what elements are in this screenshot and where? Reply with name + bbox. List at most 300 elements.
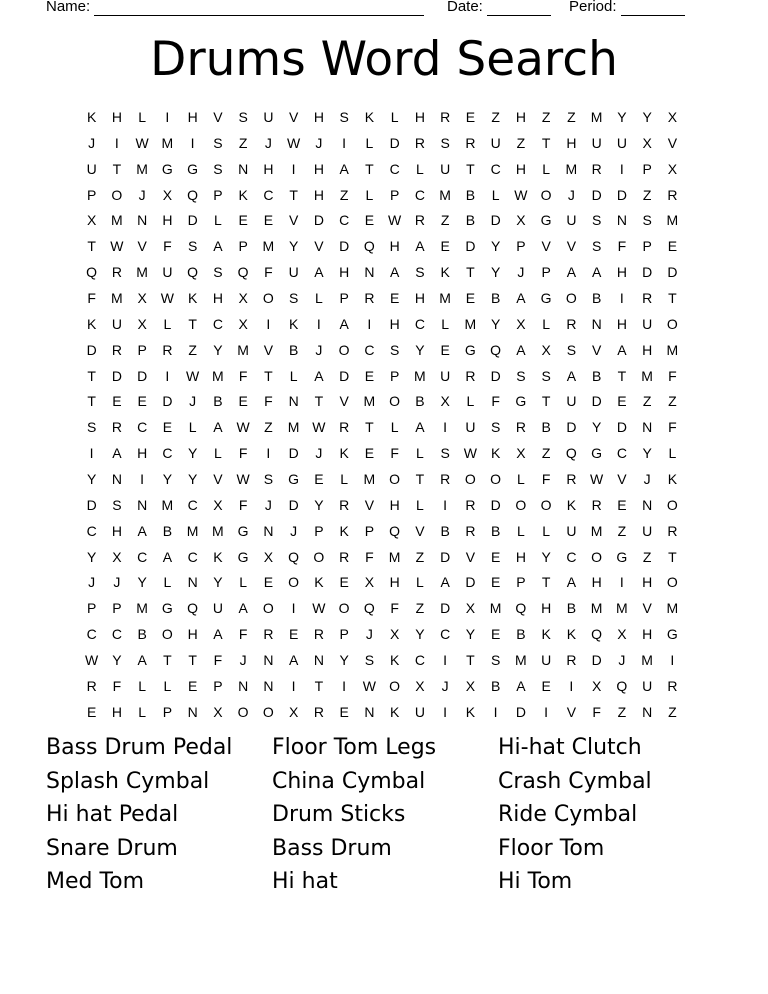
grid-letter: P: [86, 600, 97, 617]
grid-letter: Q: [490, 341, 502, 358]
grid-letter: V: [314, 238, 324, 255]
grid-letter: N: [187, 574, 198, 591]
grid-letter: C: [212, 315, 223, 332]
grid-letter: R: [440, 470, 451, 487]
grid-letter: N: [288, 393, 299, 410]
grid-letter: J: [441, 677, 449, 694]
grid-letter: Y: [339, 651, 349, 668]
grid-letter: E: [288, 626, 299, 643]
grid-letter: E: [112, 393, 122, 410]
grid-letter: S: [591, 212, 602, 229]
date-blank-line: [487, 1, 551, 16]
grid-letter: D: [642, 264, 653, 281]
grid-letter: Y: [137, 574, 147, 591]
grid-letter: V: [213, 108, 223, 125]
grid-letter: J: [189, 393, 197, 410]
grid-letter: T: [87, 393, 96, 410]
grid-letter: D: [339, 238, 350, 255]
grid-letter: D: [440, 600, 451, 617]
grid-letter: K: [86, 108, 97, 125]
grid-letter: E: [490, 626, 501, 643]
grid-letter: K: [389, 651, 400, 668]
grid-letter: V: [465, 548, 476, 565]
grid-letter: V: [591, 341, 602, 358]
grid-letter: U: [414, 703, 425, 720]
grid-letter: R: [162, 341, 173, 358]
grid-letter: W: [186, 367, 200, 384]
grid-letter: M: [515, 651, 527, 668]
grid-letter: H: [313, 160, 324, 177]
word-list-item: Floor Tom Legs: [272, 735, 437, 761]
grid-letter: K: [213, 548, 223, 565]
grid-letter: R: [591, 496, 602, 513]
grid-letter: V: [364, 496, 375, 513]
grid-letter: P: [516, 238, 526, 255]
grid-letter: D: [86, 496, 97, 513]
grid-letter: R: [642, 289, 653, 306]
grid-letter: H: [515, 160, 526, 177]
grid-letter: Y: [591, 419, 602, 436]
grid-letter: D: [288, 445, 299, 462]
grid-letter: S: [213, 134, 223, 151]
grid-letter: O: [666, 496, 678, 513]
word-list-item: Ride Cymbal: [498, 802, 638, 828]
grid-letter: W: [160, 289, 174, 306]
grid-letter: M: [439, 186, 451, 203]
grid-letter: Y: [187, 445, 198, 462]
grid-letter: R: [667, 186, 678, 203]
grid-letter: W: [362, 677, 376, 694]
grid-letter: Y: [465, 626, 476, 643]
grid-letter: A: [566, 574, 577, 591]
grid-letter: M: [363, 470, 376, 487]
grid-letter: Z: [642, 548, 652, 565]
grid-letter: A: [415, 238, 425, 255]
grid-letter: S: [213, 264, 223, 281]
grid-letter: N: [187, 703, 198, 720]
grid-letter: X: [364, 574, 375, 591]
grid-letter: E: [617, 496, 627, 513]
grid-letter: Y: [162, 470, 173, 487]
grid-letter: D: [490, 496, 501, 513]
grid-letter: S: [490, 419, 501, 436]
grid-letter: O: [288, 574, 300, 591]
grid-letter: L: [415, 445, 424, 462]
grid-letter: E: [440, 238, 450, 255]
grid-letter: Y: [490, 264, 501, 281]
grid-letter: I: [342, 134, 347, 151]
grid-letter: N: [591, 315, 602, 332]
grid-letter: A: [314, 367, 324, 384]
grid-letter: E: [541, 677, 551, 694]
grid-letter: M: [388, 548, 401, 565]
grid-letter: A: [617, 341, 627, 358]
grid-letter: O: [389, 677, 401, 694]
grid-letter: A: [339, 315, 349, 332]
grid-letter: T: [112, 160, 122, 177]
grid-letter: O: [313, 548, 325, 565]
date-label: Date:: [447, 0, 483, 15]
grid-letter: O: [565, 289, 577, 306]
grid-letter: X: [667, 160, 678, 177]
grid-letter: Y: [314, 496, 324, 513]
word-list-item: Bass Drum Pedal: [46, 735, 233, 761]
grid-letter: Y: [617, 108, 627, 125]
grid-letter: C: [440, 626, 451, 643]
grid-letter: H: [515, 548, 526, 565]
grid-letter: L: [163, 315, 172, 332]
grid-letter: H: [541, 600, 552, 617]
grid-letter: B: [213, 393, 223, 410]
grid-letter: I: [190, 134, 195, 151]
grid-letter: P: [339, 626, 349, 643]
grid-letter: X: [288, 703, 299, 720]
grid-letter: A: [314, 264, 324, 281]
grid-letter: A: [112, 445, 122, 462]
grid-letter: X: [541, 341, 551, 358]
grid-letter: D: [566, 419, 577, 436]
grid-letter: V: [617, 470, 627, 487]
grid-letter: X: [415, 677, 425, 694]
grid-letter: C: [339, 212, 350, 229]
grid-letter: D: [591, 393, 602, 410]
grid-letter: Y: [415, 626, 425, 643]
grid-letter: U: [263, 108, 274, 125]
grid-letter: M: [111, 289, 123, 306]
grid-letter: K: [86, 315, 97, 332]
grid-letter: R: [566, 651, 577, 668]
grid-letter: Y: [213, 574, 223, 591]
page-title: Drums Word Search: [150, 32, 618, 87]
grid-letter: J: [264, 496, 272, 513]
grid-letter: A: [288, 651, 299, 668]
grid-letter: S: [440, 134, 450, 151]
grid-letter: Z: [440, 212, 450, 229]
grid-letter: U: [212, 600, 223, 617]
grid-letter: P: [642, 160, 652, 177]
grid-letter: G: [540, 289, 552, 306]
grid-letter: G: [464, 341, 476, 358]
grid-letter: H: [111, 703, 122, 720]
grid-letter: T: [617, 367, 627, 384]
grid-letter: I: [342, 677, 347, 694]
grid-letter: F: [491, 393, 500, 410]
grid-letter: K: [364, 108, 375, 125]
grid-letter: L: [441, 315, 450, 332]
grid-letter: M: [641, 367, 653, 384]
grid-letter: J: [138, 186, 146, 203]
grid-letter: P: [86, 186, 97, 203]
grid-letter: R: [515, 419, 526, 436]
grid-letter: N: [364, 703, 375, 720]
grid-letter: X: [465, 600, 476, 617]
grid-letter: M: [616, 600, 628, 617]
grid-letter: H: [212, 289, 223, 306]
grid-letter: K: [490, 445, 501, 462]
grid-letter: S: [339, 108, 349, 125]
grid-letter: Z: [642, 393, 652, 410]
grid-letter: P: [238, 238, 248, 255]
grid-letter: W: [514, 186, 528, 203]
grid-letter: K: [339, 522, 349, 539]
grid-letter: D: [389, 134, 400, 151]
grid-letter: B: [566, 600, 577, 617]
grid-letter: D: [515, 703, 526, 720]
grid-letter: J: [239, 651, 247, 668]
word-list-item: Floor Tom: [498, 835, 605, 861]
grid-letter: D: [591, 651, 602, 668]
word-list-item: China Cymbal: [272, 768, 426, 794]
grid-letter: M: [287, 419, 300, 436]
word-list-item: Hi hat Pedal: [46, 802, 179, 828]
grid-letter: Z: [264, 419, 273, 436]
grid-letter: D: [490, 367, 501, 384]
grid-letter: R: [414, 134, 425, 151]
grid-letter: M: [565, 160, 578, 177]
grid-letter: A: [516, 289, 526, 306]
grid-letter: B: [490, 677, 501, 694]
grid-letter: U: [86, 160, 97, 177]
grid-letter: X: [213, 703, 223, 720]
grid-letter: W: [388, 212, 402, 229]
grid-letter: P: [213, 677, 223, 694]
grid-letter: N: [137, 212, 148, 229]
grid-letter: R: [566, 470, 577, 487]
grid-letter: O: [666, 574, 678, 591]
grid-letter: F: [541, 470, 551, 487]
grid-letter: K: [440, 264, 450, 281]
grid-letter: T: [87, 238, 96, 255]
grid-letter: K: [566, 626, 577, 643]
grid-letter: C: [187, 496, 198, 513]
grid-letter: X: [516, 212, 526, 229]
grid-letter: L: [491, 186, 500, 203]
grid-letter: L: [415, 160, 424, 177]
grid-letter: A: [339, 160, 349, 177]
grid-letter: G: [161, 160, 173, 177]
grid-letter: R: [465, 134, 476, 151]
grid-letter: R: [465, 496, 476, 513]
grid-letter: L: [390, 108, 399, 125]
grid-letter: L: [289, 367, 298, 384]
grid-letter: P: [364, 522, 375, 539]
grid-letter: H: [162, 212, 173, 229]
grid-letter: R: [465, 522, 476, 539]
grid-letter: I: [165, 367, 170, 384]
grid-letter: B: [288, 341, 299, 358]
grid-letter: B: [591, 289, 602, 306]
grid-letter: P: [642, 238, 652, 255]
grid-letter: Y: [86, 470, 97, 487]
grid-letter: F: [112, 677, 122, 694]
grid-letter: R: [339, 548, 350, 565]
grid-letter: P: [112, 600, 122, 617]
grid-letter: T: [668, 548, 677, 565]
grid-letter: S: [591, 238, 602, 255]
grid-letter: X: [112, 548, 122, 565]
grid-letter: L: [466, 393, 475, 410]
grid-letter: F: [213, 651, 223, 668]
grid-letter: R: [111, 341, 122, 358]
grid-letter: X: [162, 186, 173, 203]
grid-letter: Y: [112, 651, 122, 668]
grid-letter: O: [262, 703, 274, 720]
grid-letter: F: [87, 289, 96, 306]
grid-letter: I: [569, 677, 574, 694]
grid-letter: U: [162, 264, 173, 281]
grid-letter: T: [314, 393, 324, 410]
grid-letter: P: [339, 289, 349, 306]
grid-letter: R: [667, 522, 678, 539]
grid-letter: W: [287, 134, 301, 151]
grid-letter: I: [316, 315, 321, 332]
grid-letter: F: [238, 496, 248, 513]
grid-letter: I: [291, 600, 296, 617]
grid-letter: Z: [491, 108, 500, 125]
grid-letter: A: [516, 341, 526, 358]
grid-letter: Q: [86, 264, 98, 281]
grid-letter: E: [364, 212, 375, 229]
grid-letter: R: [86, 677, 97, 694]
word-list-item: Med Tom: [46, 869, 145, 895]
name-blank-line: [94, 1, 424, 16]
grid-letter: N: [616, 212, 627, 229]
grid-letter: M: [464, 315, 477, 332]
grid-letter: H: [414, 289, 425, 306]
grid-letter: L: [138, 108, 147, 125]
grid-letter: T: [264, 367, 273, 384]
grid-letter: P: [389, 186, 400, 203]
grid-letter: E: [364, 367, 375, 384]
grid-letter: L: [239, 574, 248, 591]
grid-letter: U: [591, 134, 602, 151]
grid-letter: L: [213, 212, 222, 229]
grid-letter: D: [162, 393, 173, 410]
grid-letter: E: [339, 703, 349, 720]
grid-letter: L: [415, 496, 424, 513]
grid-letter: X: [465, 677, 476, 694]
grid-letter: H: [313, 108, 324, 125]
grid-letter: C: [187, 548, 198, 565]
grid-letter: K: [667, 470, 678, 487]
grid-letter: E: [238, 393, 248, 410]
grid-letter: E: [490, 574, 501, 591]
grid-letter: Z: [339, 186, 349, 203]
grid-letter: T: [188, 651, 197, 668]
grid-letter: T: [541, 574, 551, 591]
grid-letter: O: [389, 393, 401, 410]
grid-letter: Q: [288, 548, 300, 565]
grid-letter: M: [136, 160, 148, 177]
grid-letter: E: [162, 419, 173, 436]
grid-letter: I: [619, 574, 624, 591]
grid-letter: F: [238, 626, 248, 643]
grid-letter: T: [188, 315, 197, 332]
grid-letter: V: [642, 600, 652, 617]
grid-letter: R: [667, 677, 678, 694]
grid-letter: R: [339, 419, 350, 436]
grid-letter: R: [364, 289, 375, 306]
grid-letter: Z: [541, 108, 551, 125]
grid-letter: T: [541, 393, 551, 410]
grid-letter: L: [163, 574, 172, 591]
grid-letter: X: [389, 626, 400, 643]
grid-letter: O: [464, 470, 476, 487]
grid-letter: D: [111, 367, 122, 384]
grid-letter: M: [439, 289, 451, 306]
grid-letter: A: [137, 651, 147, 668]
grid-letter: D: [440, 548, 451, 565]
grid-letter: A: [137, 522, 147, 539]
grid-letter: S: [187, 238, 198, 255]
grid-letter: D: [313, 212, 324, 229]
grid-letter: E: [238, 212, 248, 229]
grid-letter: A: [213, 419, 223, 436]
grid-letter: V: [415, 522, 425, 539]
grid-letter: A: [591, 264, 602, 281]
grid-letter: I: [493, 703, 498, 720]
grid-letter: J: [264, 134, 272, 151]
grid-letter: F: [668, 367, 677, 384]
grid-letter: G: [616, 548, 628, 565]
grid-letter: S: [389, 341, 400, 358]
grid-letter: I: [140, 470, 145, 487]
grid-letter: G: [161, 600, 173, 617]
grid-letter: Z: [617, 522, 627, 539]
grid-letter: X: [137, 289, 147, 306]
grid-letter: H: [339, 264, 350, 281]
grid-letter: Q: [389, 522, 401, 539]
grid-letter: Q: [565, 445, 577, 462]
grid-letter: C: [566, 548, 577, 565]
grid-letter: Z: [668, 703, 677, 720]
grid-letter: F: [163, 238, 172, 255]
grid-letter: D: [339, 367, 350, 384]
grid-letter: J: [290, 522, 298, 539]
grid-letter: M: [136, 264, 148, 281]
grid-letter: P: [516, 574, 526, 591]
grid-letter: I: [443, 496, 448, 513]
grid-letter: K: [541, 626, 551, 643]
grid-letter: T: [163, 651, 172, 668]
grid-letter: R: [339, 496, 350, 513]
grid-letter: F: [365, 548, 374, 565]
grid-letter: C: [414, 315, 425, 332]
grid-letter: L: [138, 677, 147, 694]
grid-letter: N: [111, 470, 122, 487]
grid-letter: G: [515, 393, 527, 410]
student-info-header: [46, 0, 768, 22]
grid-letter: Y: [541, 548, 551, 565]
grid-letter: D: [591, 186, 602, 203]
grid-letter: S: [490, 651, 501, 668]
grid-letter: Q: [237, 264, 249, 281]
grid-letter: A: [566, 367, 577, 384]
grid-letter: S: [642, 212, 652, 229]
grid-letter: C: [263, 186, 274, 203]
grid-letter: S: [516, 367, 526, 384]
grid-letter: W: [312, 600, 326, 617]
word-list-item: Drum Sticks: [272, 802, 406, 828]
grid-letter: C: [414, 651, 425, 668]
grid-letter: P: [137, 341, 147, 358]
grid-letter: S: [86, 419, 97, 436]
grid-letter: S: [364, 651, 375, 668]
grid-letter: U: [566, 212, 577, 229]
word-list-item: Snare Drum: [46, 835, 178, 861]
grid-letter: V: [213, 470, 223, 487]
grid-letter: A: [389, 264, 400, 281]
